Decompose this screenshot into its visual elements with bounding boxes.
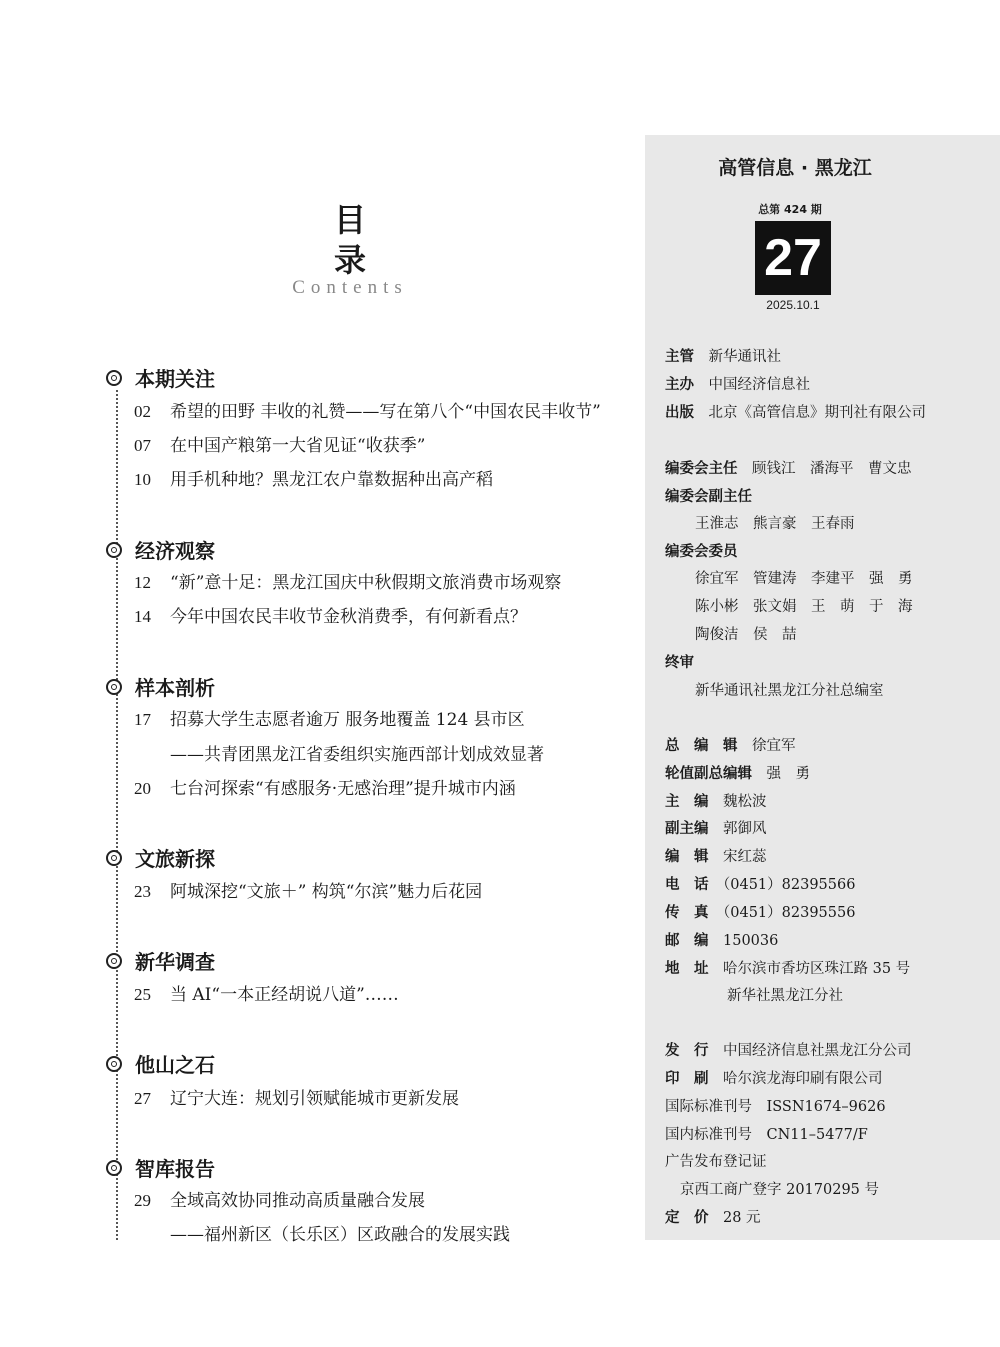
distribution-row: 定 价 28 元 (665, 1210, 761, 1226)
title-english: Contents (292, 277, 408, 298)
item-title: 在中国产粮第一大省见证“收获季” (170, 436, 426, 456)
staff-row: 传 真 （0451）82395556 (665, 905, 856, 921)
bullet-circle-icon (106, 679, 122, 695)
section-heading (106, 672, 215, 701)
item-title: 希望的田野 丰收的礼赞——写在第八个“中国农民丰收节” (170, 402, 601, 422)
page-number: 10 (134, 470, 151, 489)
board-director: 编委会主任 顾钱江 潘海平 曹文忠 (665, 461, 912, 477)
masthead-sidebar (645, 135, 1000, 1240)
staff-row: 地 址 哈尔滨市香坊区珠江路 35 号 (665, 961, 911, 977)
publish-row: 主管 新华通讯社 (665, 349, 781, 365)
board-members: 徐宜军 管建涛 李建平 强 勇 (695, 571, 913, 587)
review-value: 新华通讯社黑龙江分社总编室 (695, 683, 884, 699)
section-heading (106, 1153, 215, 1182)
distribution-row: 广告发布登记证 (665, 1154, 767, 1170)
section-title: 样本剖析 (135, 676, 215, 700)
distribution-row: 印 刷 哈尔滨龙海印刷有限公司 (665, 1071, 883, 1087)
bullet-circle-icon (106, 542, 122, 558)
item-title: 用手机种地？黑龙江农户靠数据种出高产稻 (170, 470, 493, 490)
bullet-circle-icon (106, 953, 122, 969)
issue-date: 2025.10.1 (766, 298, 820, 312)
section-title: 经济观察 (135, 539, 215, 563)
dotted-divider (116, 390, 118, 1240)
toc-item-subtitle[interactable] (170, 740, 544, 765)
item-title: 今年中国农民丰收节金秋消费季，有何新看点？ (170, 607, 527, 627)
toc-item[interactable] (134, 431, 425, 456)
page-number: 23 (134, 882, 151, 901)
staff-row: 总 编 辑 徐宜军 (665, 738, 796, 754)
contents-title (270, 200, 430, 299)
distribution-row: 发 行 中国经济信息社黑龙江分公司 (665, 1043, 912, 1059)
item-title: 当 AI“一本正经胡说八道”…… (170, 985, 399, 1005)
toc-item[interactable] (134, 1084, 459, 1109)
publish-row: 主办 中国经济信息社 (665, 377, 810, 393)
publish-row: 出版 北京《高管信息》期刊社有限公司 (665, 405, 926, 421)
bullet-circle-icon (106, 1160, 122, 1176)
page-number: 12 (134, 573, 151, 592)
issue-number: 27 (755, 221, 831, 295)
section-heading (106, 535, 215, 564)
page-number: 29 (134, 1191, 151, 1210)
toc-item[interactable] (134, 465, 493, 490)
bullet-circle-icon (106, 1056, 122, 1072)
board-deputy: 王淮志 熊言豪 王春雨 (695, 516, 855, 532)
page-number: 07 (134, 436, 151, 455)
toc-item[interactable] (134, 705, 525, 730)
toc-item[interactable] (134, 602, 527, 627)
page-number: 25 (134, 985, 151, 1004)
item-title: 阿城深挖“文旅＋” 构筑“尔滨”魅力后花园 (170, 882, 483, 902)
review-label: 终审 (665, 655, 694, 671)
issue-total: 总第 424 期 (758, 203, 822, 216)
section-title: 新华调查 (135, 950, 215, 974)
item-title: 招募大学生志愿者逾万 服务地覆盖 124 县市区 (170, 710, 525, 730)
toc-item[interactable] (134, 397, 601, 422)
section-title: 文旅新探 (135, 847, 215, 871)
toc-item-subtitle[interactable] (170, 1220, 510, 1245)
staff-row-cont: 新华社黑龙江分社 (727, 988, 843, 1004)
staff-row: 副主编 郭御风 (665, 821, 767, 837)
staff-row: 主 编 魏松波 (665, 794, 767, 810)
toc-item[interactable] (134, 877, 482, 902)
item-subtitle: ——共青团黑龙江省委组织实施西部计划成效显著 (170, 745, 544, 765)
item-title: “新”意十足：黑龙江国庆中秋假期文旅消费市场观察 (170, 573, 562, 593)
bullet-circle-icon (106, 370, 122, 386)
board-members: 陶俊洁 侯 喆 (695, 627, 797, 643)
staff-row: 编 辑 宋红蕊 (665, 849, 767, 865)
section-title: 智库报告 (135, 1157, 215, 1181)
distribution-row: 国际标准刊号 ISSN1674–9626 (665, 1099, 886, 1115)
distribution-row: 国内标准刊号 CN11–5477/F (665, 1127, 868, 1143)
title-chinese: 目 录 (333, 201, 396, 279)
item-title: 七台河探索“有感服务·无感治理”提升城市内涵 (170, 779, 516, 799)
board-deputy-label: 编委会副主任 (665, 489, 752, 505)
page-number: 17 (134, 710, 151, 729)
page-number: 02 (134, 402, 151, 421)
toc-item[interactable] (134, 1186, 425, 1211)
section-heading (106, 946, 215, 975)
staff-row: 轮值副总编辑 强 勇 (665, 766, 810, 782)
page-number: 20 (134, 779, 151, 798)
item-title: 全域高效协同推动高质量融合发展 (170, 1191, 425, 1211)
toc-item[interactable] (134, 980, 399, 1005)
item-subtitle: ——福州新区（长乐区）区政融合的发展实践 (170, 1225, 510, 1245)
page-number: 27 (134, 1089, 151, 1108)
section-heading (106, 1049, 215, 1078)
section-heading (106, 843, 215, 872)
item-title: 辽宁大连：规划引领赋能城市更新发展 (170, 1089, 459, 1109)
staff-row: 电 话 （0451）82395566 (665, 877, 856, 893)
section-heading (106, 363, 215, 392)
section-title: 他山之石 (135, 1053, 215, 1077)
toc-item[interactable] (134, 774, 516, 799)
toc-item[interactable] (134, 568, 561, 593)
board-members: 陈小彬 张文娟 王 萌 于 海 (695, 599, 913, 615)
section-title: 本期关注 (135, 367, 215, 391)
staff-row: 邮 编 150036 (665, 933, 779, 949)
bullet-circle-icon (106, 850, 122, 866)
distribution-row-cont: 京西工商广登字 20170295 号 (680, 1182, 880, 1198)
board-members-label: 编委会委员 (665, 544, 738, 560)
magazine-name: 高管信息 · 黑龙江 (718, 157, 872, 179)
page-number: 14 (134, 607, 151, 626)
